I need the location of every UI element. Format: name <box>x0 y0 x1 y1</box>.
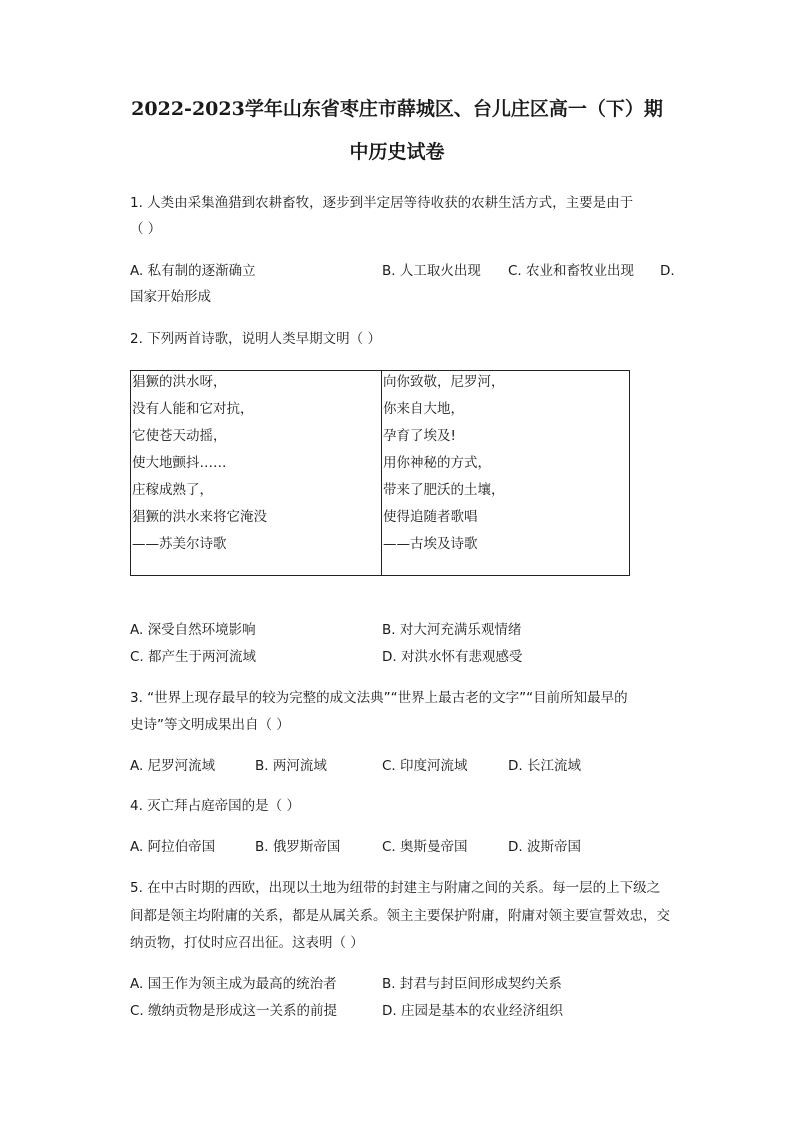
sumerian-poem-line: 猖獗的洪水呀， <box>132 374 227 390</box>
sumerian-poem-line: 猖獗的洪水来将它淹没 <box>132 509 267 525</box>
q4-option-c: C. 奥斯曼帝国 <box>382 839 468 855</box>
q1-option-d: D. <box>660 263 675 279</box>
q5-stem-line2: 间都是领主均附庸的关系，都是从属关系。领主主要保护附庸，附庸对领主要宣誓效忠，交 <box>130 908 670 924</box>
egyptian-poem-line: 带来了肥沃的土壤， <box>383 482 505 498</box>
q4-option-b: B. 俄罗斯帝国 <box>255 839 341 855</box>
exam-title-line1: 2022-2023学年山东省枣庄市薛城区、台儿庄区高一（下）期 <box>131 98 663 120</box>
q1-option-b: B. 人工取火出现 <box>382 263 481 279</box>
q3-stem-line2: 史诗”等文明成果出自（ ） <box>130 717 290 733</box>
exam-title-line2: 中历史试卷 <box>349 141 445 163</box>
q2-option-d: D. 对洪水怀有悲观感受 <box>382 649 523 665</box>
egyptian-poem-line: 使得追随者歌唱 <box>383 509 478 525</box>
q2-option-a: A. 深受自然环境影响 <box>130 622 256 638</box>
sumerian-poem-line: 它使苍天动摇， <box>132 428 227 444</box>
q5-option-d: D. 庄园是基本的农业经济组织 <box>382 1003 563 1019</box>
q1-stem-line2: （ ） <box>130 221 162 237</box>
egyptian-poem-line: 向你致敬，尼罗河， <box>383 374 505 390</box>
q1-option-c: C. 农业和畜牧业出现 <box>508 263 635 279</box>
sumerian-poem-line: 使大地颤抖…… <box>132 455 227 471</box>
poem-table-divider <box>381 371 382 575</box>
q3-option-b: B. 两河流域 <box>255 758 327 774</box>
q1-option-a: A. 私有制的逐渐确立 <box>130 263 256 279</box>
q5-stem-line1: 5. 在中古时期的西欧，出现以土地为纽带的封建主与附庸之间的关系。每一层的上下级之 <box>130 880 661 896</box>
q4-stem: 4. 灭亡拜占庭帝国的是（ ） <box>130 798 300 814</box>
poem-table <box>130 370 630 576</box>
egyptian-poem-line: 你来自大地， <box>383 401 464 417</box>
sumerian-poem-line: 没有人能和它对抗， <box>132 401 254 417</box>
q2-option-c: C. 都产生于两河流域 <box>130 649 257 665</box>
sumerian-poem-line: 庄稼成熟了， <box>132 482 213 498</box>
q2-option-b: B. 对大河充满乐观情绪 <box>382 622 522 638</box>
q5-option-a: A. 国王作为领主成为最高的统治者 <box>130 976 337 992</box>
q5-option-c: C. 缴纳贡物是形成这一关系的前提 <box>130 1003 338 1019</box>
q1-option-d-continued: 国家开始形成 <box>130 289 211 305</box>
q3-stem-line1: 3. “世界上现存最早的较为完整的成文法典”“世界上最古老的文字”“目前所知最早的 <box>130 690 628 706</box>
q3-option-d: D. 长江流域 <box>508 758 581 774</box>
q5-option-b: B. 封君与封臣间形成契约关系 <box>382 976 562 992</box>
sumerian-poem-source: ——苏美尔诗歌 <box>132 536 227 552</box>
q5-stem-line3: 纳贡物，打仗时应召出征。这表明（ ） <box>130 935 364 951</box>
q3-option-c: C. 印度河流域 <box>382 758 468 774</box>
q4-option-d: D. 波斯帝国 <box>508 839 581 855</box>
egyptian-poem-line: 孕育了埃及! <box>383 428 456 444</box>
q4-option-a: A. 阿拉伯帝国 <box>130 839 216 855</box>
egyptian-poem-source: ——古埃及诗歌 <box>383 536 478 552</box>
q3-option-a: A. 尼罗河流域 <box>130 758 216 774</box>
egyptian-poem-line: 用你神秘的方式， <box>383 455 491 471</box>
q2-stem: 2. 下列两首诗歌，说明人类早期文明（ ） <box>130 331 381 347</box>
q1-stem-line1: 1. 人类由采集渔猎到农耕畜牧，逐步到半定居等待收获的农耕生活方式，主要是由于 <box>130 195 634 211</box>
